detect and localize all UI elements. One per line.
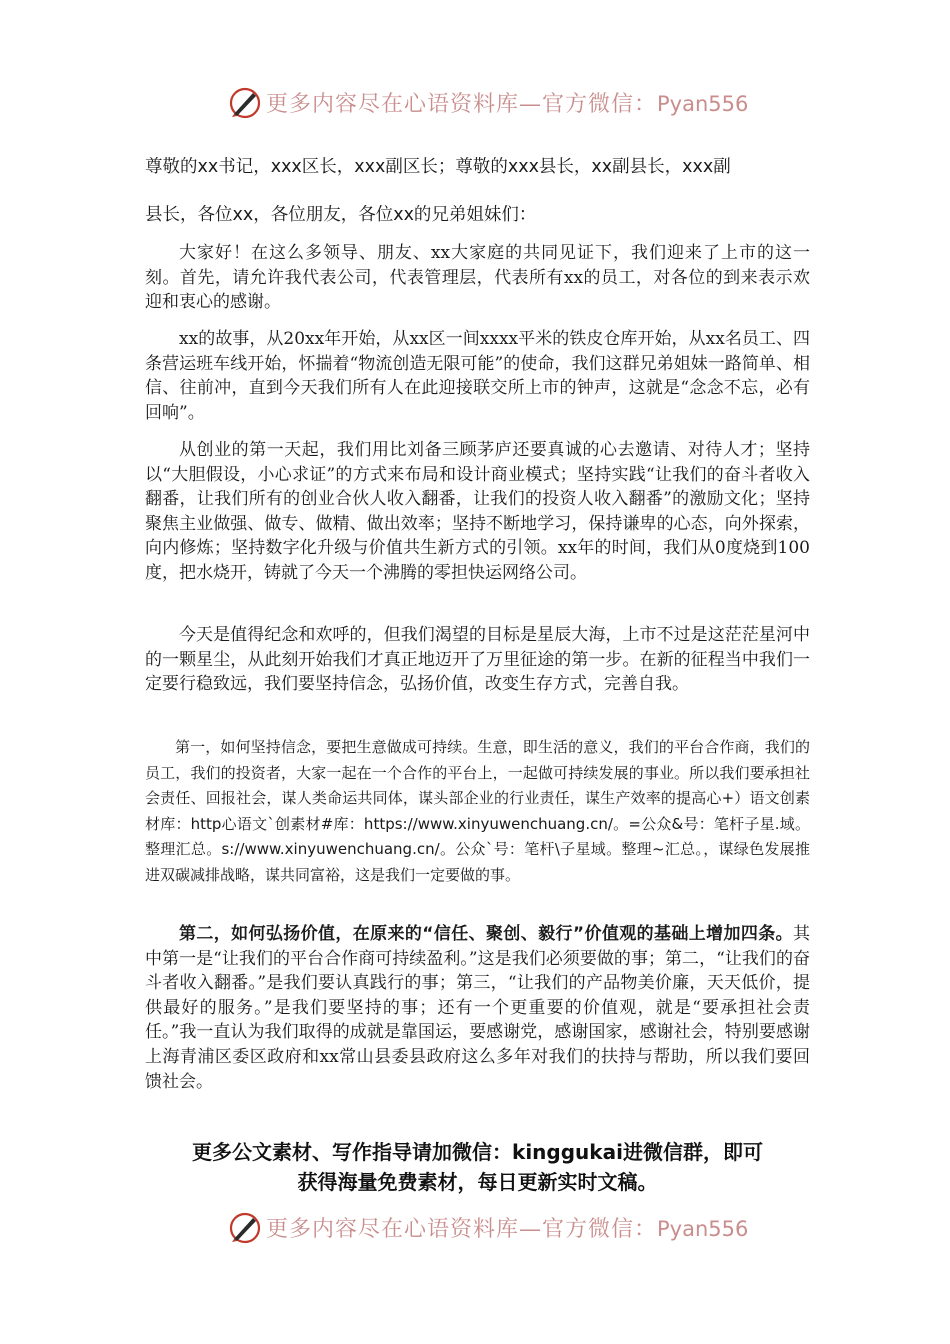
paragraph-story: xx的故事，从20xx年开始，从xx区一间xxxx平米的铁皮仓库开始，从xx名员工、四条营运班车线开始，怀揣着“物流创造无限可能”的使命，我们这群兄弟姐妹一路简单、相信、往前冲，直到今天我们所有人在此迎接联交所上市的钟声，这就是“念念不忘，必有回响”。 [145,329,810,423]
wechat-id: Pyan556 [657,92,749,116]
paragraph-opening: 大家好！在这么多领导、朋友、xx大家庭的共同见证下，我们迎来了上市的这一刻。首先，请允许我代表公司，代表管理层，代表所有xx的员工，对各位的到来表示欢迎和衷心的感谢。 [145,243,810,313]
banner-text: 更多内容尽在心语资料库—官方微信：Pyan556 [266,92,749,117]
banner-text: 更多内容尽在心语资料库—官方微信：Pyan556 [266,1217,749,1242]
paragraph-values [145,922,810,1094]
pen-in-circle-icon [228,86,262,120]
footer-note-line-1: 更多公文素材、写作指导请加微信：kinggukai进微信群，即可 [192,1140,763,1164]
greeting-line-2: 县长，各位xx，各位朋友，各位xx的兄弟姐妹们： [145,205,537,225]
values-lead: 第二，如何弘扬价值，在原来的“信任、聚创、毅行”价值观的基础上增加四条。 [179,924,793,944]
footer-banner [0,1208,950,1248]
greeting-line-1: 尊敬的xx书记，xxx区长，xxx副区长；尊敬的xxx县长，xx副县长，xxx副 [145,157,731,177]
footer-note [145,1137,810,1197]
header-banner [0,83,950,123]
pen-in-circle-icon [228,1211,262,1245]
footer-note-line-2: 获得海量免费素材，每日更新实时文稿。 [297,1170,658,1194]
values-body: 其中第一是“让我们的平台合作商可持续盈利。”这是我们必须要做的事；第二，“让我们的奋斗者收入翻番。”是我们要认真践行的事；第三，“让我们的产品物美价廉，天天低价，提供最好的服务。”是我们要坚持的事；还有一个更重要的价值观，就是“要承担社会责任。”我一直认为我们取得的成就是靠国运，要感谢党，感谢国家，感谢社会，特别要感谢上海青浦区委区政府和xx常山县委县政府这么多年对我们的扶持与帮助，所以我们要回馈社会。 [145,924,810,1092]
wechat-id: Pyan556 [657,1217,749,1241]
paragraph-belief: 第一，如何坚持信念，要把生意做成可持续。生意，即生活的意义，我们的平台合作商，我们的员工，我们的投资者，大家一起在一个合作的平台上，一起做可持续发展的事业。所以我们要承担社会责任、回报社会，谋人类命运共同体，谋头部企业的行业责任，谋生产效率的提高心+）语文创素材库：http心语文`创素材#库：https://www.xinyuwenchuang.cn/。=公众&号：笔杆子星.域。整理汇总。s://www.xinyuwenchuang.cn/。公众`号：笔杆\子星域。整理~汇总。，谋绿色发展推进双碳减排战略，谋共同富裕，这是我们一定要做的事。 [145,738,810,884]
paragraph-goal: 今天是值得纪念和欢呼的，但我们渴望的目标是星辰大海，上市不过是这茫茫星河中的一颗星尘，从此刻开始我们才真正地迈开了万里征途的第一步。在新的征程当中我们一定要行稳致远，我们要坚持信念，弘扬价值，改变生存方式，完善自我。 [145,625,810,695]
paragraph-culture: 从创业的第一天起，我们用比刘备三顾茅庐还要真诚的心去邀请、对待人才；坚持以“大胆假设，小心求证”的方式来布局和设计商业模式；坚持实践“让我们的奋斗者收入翻番，让我们所有的创业合伙人收入翻番，让我们的投资人收入翻番”的激励文化；坚持聚焦主业做强、做专、做精、做出效率；坚持不断地学习，保持谦卑的心态，向外探索，向内修炼；坚持数字化升级与价值共生新方式的引领。xx年的时间，我们从0度烧到100度，把水烧开，铸就了今天一个沸腾的零担快运网络公司。 [145,440,810,583]
